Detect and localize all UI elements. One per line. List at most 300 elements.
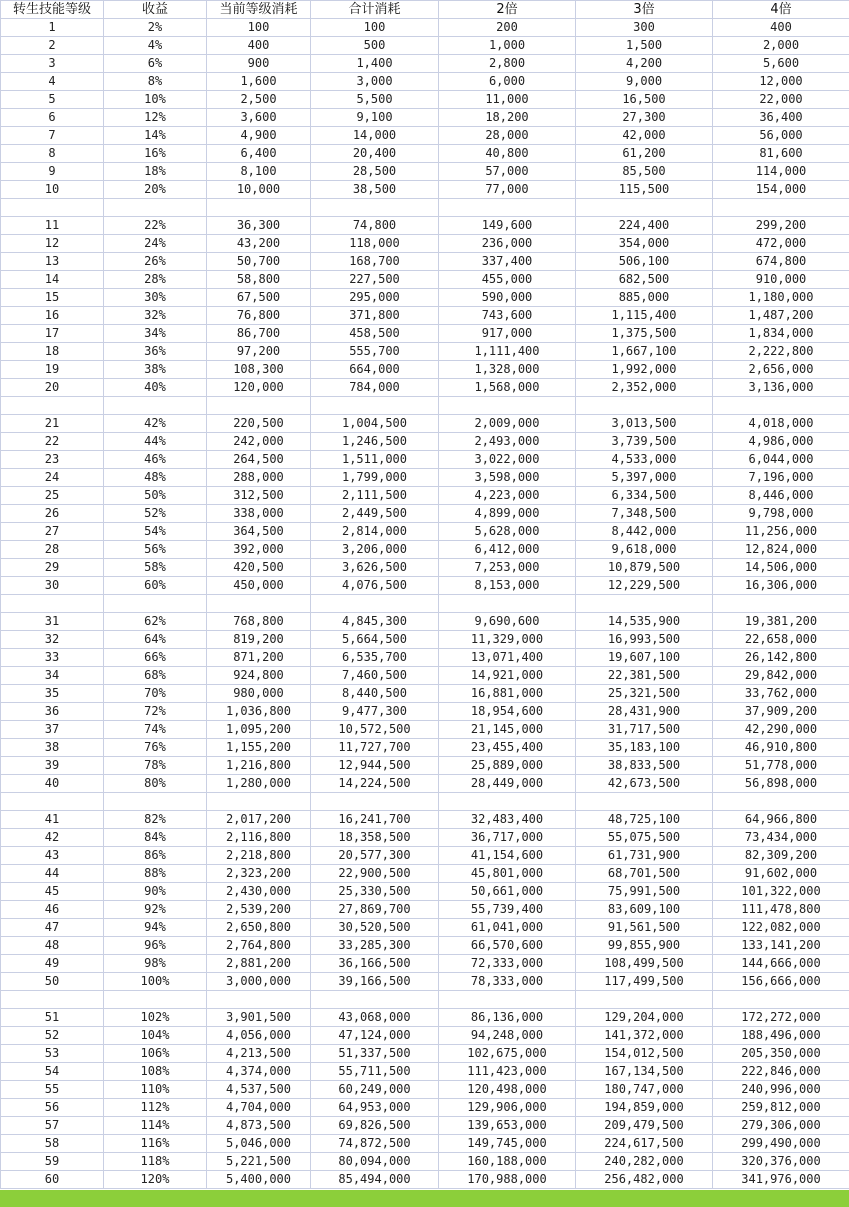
cell-2x: 337,400 xyxy=(439,253,576,271)
spacer-row xyxy=(1,991,849,1009)
cell-2x: 28,000 xyxy=(439,127,576,145)
cell-gain: 26% xyxy=(104,253,207,271)
cell-2x: 111,423,000 xyxy=(439,1063,576,1081)
cell-4x: 674,800 xyxy=(713,253,849,271)
cell-level: 23 xyxy=(1,451,104,469)
cell-2x: 8,153,000 xyxy=(439,577,576,595)
cell-3x: 4,533,000 xyxy=(576,451,713,469)
cell-total-cost: 295,000 xyxy=(311,289,439,307)
cell-4x: 133,141,200 xyxy=(713,937,849,955)
cell-4x: 114,000 xyxy=(713,163,849,181)
cell-current-cost: 2,500 xyxy=(207,91,311,109)
table-row xyxy=(1,523,849,541)
cell-total-cost: 8,440,500 xyxy=(311,685,439,703)
empty-cell xyxy=(439,991,576,1009)
cell-4x: 111,478,800 xyxy=(713,901,849,919)
cell-total-cost: 1,246,500 xyxy=(311,433,439,451)
cell-3x: 224,400 xyxy=(576,217,713,235)
cell-total-cost: 3,626,500 xyxy=(311,559,439,577)
cell-4x: 156,666,000 xyxy=(713,973,849,991)
cell-3x: 68,701,500 xyxy=(576,865,713,883)
cell-current-cost: 4,873,500 xyxy=(207,1117,311,1135)
cell-level: 24 xyxy=(1,469,104,487)
cell-total-cost: 2,449,500 xyxy=(311,505,439,523)
cell-3x: 1,992,000 xyxy=(576,361,713,379)
header-level: 转生技能等级 xyxy=(1,1,104,19)
cell-2x: 57,000 xyxy=(439,163,576,181)
cell-current-cost: 2,764,800 xyxy=(207,937,311,955)
cell-gain: 32% xyxy=(104,307,207,325)
cell-3x: 38,833,500 xyxy=(576,757,713,775)
cell-3x: 682,500 xyxy=(576,271,713,289)
cell-2x: 86,136,000 xyxy=(439,1009,576,1027)
cell-gain: 84% xyxy=(104,829,207,847)
cell-3x: 9,000 xyxy=(576,73,713,91)
cell-3x: 31,717,500 xyxy=(576,721,713,739)
cell-level: 12 xyxy=(1,235,104,253)
table-row xyxy=(1,361,849,379)
cell-level: 9 xyxy=(1,163,104,181)
cell-current-cost: 2,017,200 xyxy=(207,811,311,829)
cell-3x: 55,075,500 xyxy=(576,829,713,847)
cell-level: 5 xyxy=(1,91,104,109)
cell-level: 39 xyxy=(1,757,104,775)
cell-4x: 2,222,800 xyxy=(713,343,849,361)
cell-gain: 62% xyxy=(104,613,207,631)
cell-4x: 1,834,000 xyxy=(713,325,849,343)
empty-cell xyxy=(311,991,439,1009)
cell-3x: 83,609,100 xyxy=(576,901,713,919)
cell-level: 50 xyxy=(1,973,104,991)
cell-gain: 30% xyxy=(104,289,207,307)
cell-level: 31 xyxy=(1,613,104,631)
cell-2x: 139,653,000 xyxy=(439,1117,576,1135)
cell-level: 2 xyxy=(1,37,104,55)
cell-current-cost: 1,280,000 xyxy=(207,775,311,793)
cell-level: 20 xyxy=(1,379,104,397)
cell-total-cost: 38,500 xyxy=(311,181,439,199)
cell-level: 56 xyxy=(1,1099,104,1117)
cell-4x: 320,376,000 xyxy=(713,1153,849,1171)
cell-3x: 9,618,000 xyxy=(576,541,713,559)
cell-3x: 117,499,500 xyxy=(576,973,713,991)
cell-gain: 114% xyxy=(104,1117,207,1135)
cell-3x: 354,000 xyxy=(576,235,713,253)
cell-2x: 61,041,000 xyxy=(439,919,576,937)
cell-level: 34 xyxy=(1,667,104,685)
cell-level: 47 xyxy=(1,919,104,937)
cell-current-cost: 2,650,800 xyxy=(207,919,311,937)
cell-level: 28 xyxy=(1,541,104,559)
table-row xyxy=(1,883,849,901)
cell-level: 27 xyxy=(1,523,104,541)
cell-3x: 2,352,000 xyxy=(576,379,713,397)
cell-3x: 42,673,500 xyxy=(576,775,713,793)
cell-4x: 299,490,000 xyxy=(713,1135,849,1153)
cell-current-cost: 36,300 xyxy=(207,217,311,235)
table-row xyxy=(1,667,849,685)
cell-3x: 85,500 xyxy=(576,163,713,181)
cell-2x: 9,690,600 xyxy=(439,613,576,631)
table-row xyxy=(1,91,849,109)
cell-4x: 299,200 xyxy=(713,217,849,235)
cell-gain: 74% xyxy=(104,721,207,739)
table-row xyxy=(1,505,849,523)
empty-cell xyxy=(104,793,207,811)
empty-cell xyxy=(439,199,576,217)
cell-gain: 104% xyxy=(104,1027,207,1045)
cell-2x: 11,000 xyxy=(439,91,576,109)
cell-total-cost: 16,241,700 xyxy=(311,811,439,829)
cell-2x: 94,248,000 xyxy=(439,1027,576,1045)
cell-level: 53 xyxy=(1,1045,104,1063)
empty-cell xyxy=(311,793,439,811)
cell-gain: 58% xyxy=(104,559,207,577)
cell-4x: 46,910,800 xyxy=(713,739,849,757)
cell-level: 44 xyxy=(1,865,104,883)
cell-total-cost: 500 xyxy=(311,37,439,55)
cell-current-cost: 43,200 xyxy=(207,235,311,253)
cell-gain: 78% xyxy=(104,757,207,775)
table-row xyxy=(1,1117,849,1135)
cell-3x: 99,855,900 xyxy=(576,937,713,955)
cell-total-cost: 14,224,500 xyxy=(311,775,439,793)
cell-gain: 64% xyxy=(104,631,207,649)
cell-2x: 129,906,000 xyxy=(439,1099,576,1117)
cell-3x: 22,381,500 xyxy=(576,667,713,685)
header-4x: 4倍 xyxy=(713,1,849,19)
cell-current-cost: 4,900 xyxy=(207,127,311,145)
cell-3x: 180,747,000 xyxy=(576,1081,713,1099)
cell-gain: 118% xyxy=(104,1153,207,1171)
table-row xyxy=(1,325,849,343)
cell-current-cost: 900 xyxy=(207,55,311,73)
cell-2x: 170,988,000 xyxy=(439,1171,576,1189)
cell-3x: 14,535,900 xyxy=(576,613,713,631)
table-row xyxy=(1,811,849,829)
cell-current-cost: 3,000,000 xyxy=(207,973,311,991)
cell-4x: 82,309,200 xyxy=(713,847,849,865)
table-row xyxy=(1,415,849,433)
cell-gain: 82% xyxy=(104,811,207,829)
cell-total-cost: 60,249,000 xyxy=(311,1081,439,1099)
cell-gain: 86% xyxy=(104,847,207,865)
cell-total-cost: 30,520,500 xyxy=(311,919,439,937)
cell-gain: 22% xyxy=(104,217,207,235)
cell-4x: 11,256,000 xyxy=(713,523,849,541)
cell-4x: 9,798,000 xyxy=(713,505,849,523)
cell-3x: 506,100 xyxy=(576,253,713,271)
cell-current-cost: 4,537,500 xyxy=(207,1081,311,1099)
cell-gain: 68% xyxy=(104,667,207,685)
cell-level: 42 xyxy=(1,829,104,847)
cell-level: 26 xyxy=(1,505,104,523)
cell-4x: 56,000 xyxy=(713,127,849,145)
cell-2x: 66,570,600 xyxy=(439,937,576,955)
cell-current-cost: 264,500 xyxy=(207,451,311,469)
cell-gain: 10% xyxy=(104,91,207,109)
cell-level: 17 xyxy=(1,325,104,343)
cell-2x: 7,253,000 xyxy=(439,559,576,577)
cell-gain: 6% xyxy=(104,55,207,73)
cell-3x: 5,397,000 xyxy=(576,469,713,487)
cell-gain: 106% xyxy=(104,1045,207,1063)
cell-total-cost: 9,477,300 xyxy=(311,703,439,721)
cell-current-cost: 76,800 xyxy=(207,307,311,325)
cell-2x: 120,498,000 xyxy=(439,1081,576,1099)
cell-gain: 76% xyxy=(104,739,207,757)
cell-gain: 40% xyxy=(104,379,207,397)
cell-4x: 51,778,000 xyxy=(713,757,849,775)
cell-current-cost: 450,000 xyxy=(207,577,311,595)
cell-total-cost: 10,572,500 xyxy=(311,721,439,739)
cell-total-cost: 69,826,500 xyxy=(311,1117,439,1135)
table-row xyxy=(1,937,849,955)
cell-current-cost: 2,323,200 xyxy=(207,865,311,883)
cell-4x: 341,976,000 xyxy=(713,1171,849,1189)
cell-total-cost: 33,285,300 xyxy=(311,937,439,955)
cell-level: 36 xyxy=(1,703,104,721)
spacer-row xyxy=(1,595,849,613)
cell-gain: 112% xyxy=(104,1099,207,1117)
cell-gain: 38% xyxy=(104,361,207,379)
cell-2x: 18,954,600 xyxy=(439,703,576,721)
cell-level: 57 xyxy=(1,1117,104,1135)
cell-current-cost: 97,200 xyxy=(207,343,311,361)
cell-3x: 154,012,500 xyxy=(576,1045,713,1063)
cell-total-cost: 664,000 xyxy=(311,361,439,379)
cell-total-cost: 1,511,000 xyxy=(311,451,439,469)
cell-2x: 2,800 xyxy=(439,55,576,73)
cell-level: 6 xyxy=(1,109,104,127)
cell-4x: 16,306,000 xyxy=(713,577,849,595)
cell-gain: 94% xyxy=(104,919,207,937)
cell-total-cost: 227,500 xyxy=(311,271,439,289)
cell-3x: 19,607,100 xyxy=(576,649,713,667)
cell-4x: 1,487,200 xyxy=(713,307,849,325)
cell-4x: 6,044,000 xyxy=(713,451,849,469)
table-row xyxy=(1,217,849,235)
table-row xyxy=(1,1099,849,1117)
cell-gain: 52% xyxy=(104,505,207,523)
cell-current-cost: 312,500 xyxy=(207,487,311,505)
cell-3x: 16,993,500 xyxy=(576,631,713,649)
cell-level: 52 xyxy=(1,1027,104,1045)
cell-2x: 102,675,000 xyxy=(439,1045,576,1063)
cell-3x: 141,372,000 xyxy=(576,1027,713,1045)
cell-level: 30 xyxy=(1,577,104,595)
cell-gain: 46% xyxy=(104,451,207,469)
cell-2x: 14,921,000 xyxy=(439,667,576,685)
cell-level: 55 xyxy=(1,1081,104,1099)
table-row xyxy=(1,775,849,793)
cell-total-cost: 7,460,500 xyxy=(311,667,439,685)
header-2x: 2倍 xyxy=(439,1,576,19)
empty-cell xyxy=(104,991,207,1009)
cell-level: 13 xyxy=(1,253,104,271)
table-row xyxy=(1,901,849,919)
cell-2x: 3,022,000 xyxy=(439,451,576,469)
cell-4x: 7,196,000 xyxy=(713,469,849,487)
cell-4x: 22,658,000 xyxy=(713,631,849,649)
cell-2x: 1,000 xyxy=(439,37,576,55)
empty-cell xyxy=(713,991,849,1009)
cell-gain: 92% xyxy=(104,901,207,919)
cell-4x: 4,986,000 xyxy=(713,433,849,451)
table-row xyxy=(1,271,849,289)
cell-level: 58 xyxy=(1,1135,104,1153)
empty-cell xyxy=(713,199,849,217)
cell-total-cost: 555,700 xyxy=(311,343,439,361)
cell-4x: 2,656,000 xyxy=(713,361,849,379)
cell-2x: 40,800 xyxy=(439,145,576,163)
cell-current-cost: 420,500 xyxy=(207,559,311,577)
cell-current-cost: 86,700 xyxy=(207,325,311,343)
cell-level: 25 xyxy=(1,487,104,505)
cell-4x: 122,082,000 xyxy=(713,919,849,937)
cell-2x: 236,000 xyxy=(439,235,576,253)
cell-2x: 50,661,000 xyxy=(439,883,576,901)
empty-cell xyxy=(713,397,849,415)
cell-4x: 14,506,000 xyxy=(713,559,849,577)
cell-gain: 110% xyxy=(104,1081,207,1099)
cell-total-cost: 9,100 xyxy=(311,109,439,127)
cell-2x: 13,071,400 xyxy=(439,649,576,667)
cell-3x: 7,348,500 xyxy=(576,505,713,523)
cell-current-cost: 980,000 xyxy=(207,685,311,703)
cell-total-cost: 74,872,500 xyxy=(311,1135,439,1153)
cell-total-cost: 18,358,500 xyxy=(311,829,439,847)
cell-current-cost: 4,374,000 xyxy=(207,1063,311,1081)
cell-2x: 4,223,000 xyxy=(439,487,576,505)
cell-4x: 4,018,000 xyxy=(713,415,849,433)
cell-gain: 54% xyxy=(104,523,207,541)
cell-total-cost: 1,799,000 xyxy=(311,469,439,487)
cell-2x: 45,801,000 xyxy=(439,865,576,883)
table-row xyxy=(1,1171,849,1189)
table-row xyxy=(1,757,849,775)
empty-cell xyxy=(207,793,311,811)
table-row xyxy=(1,307,849,325)
table-row xyxy=(1,559,849,577)
cell-total-cost: 20,577,300 xyxy=(311,847,439,865)
cell-current-cost: 819,200 xyxy=(207,631,311,649)
table-body xyxy=(1,19,849,1189)
cell-3x: 16,500 xyxy=(576,91,713,109)
cell-2x: 2,493,000 xyxy=(439,433,576,451)
empty-cell xyxy=(104,199,207,217)
cell-level: 35 xyxy=(1,685,104,703)
cell-3x: 300 xyxy=(576,19,713,37)
empty-cell xyxy=(576,595,713,613)
cell-3x: 885,000 xyxy=(576,289,713,307)
cell-total-cost: 6,535,700 xyxy=(311,649,439,667)
cell-total-cost: 371,800 xyxy=(311,307,439,325)
table-row xyxy=(1,469,849,487)
cell-3x: 3,739,500 xyxy=(576,433,713,451)
empty-cell xyxy=(576,991,713,1009)
cell-level: 60 xyxy=(1,1171,104,1189)
cell-total-cost: 1,004,500 xyxy=(311,415,439,433)
cell-total-cost: 47,124,000 xyxy=(311,1027,439,1045)
table-row xyxy=(1,127,849,145)
cell-2x: 2,009,000 xyxy=(439,415,576,433)
cell-3x: 8,442,000 xyxy=(576,523,713,541)
table-row xyxy=(1,1027,849,1045)
table-row xyxy=(1,613,849,631)
cell-3x: 1,500 xyxy=(576,37,713,55)
cell-4x: 144,666,000 xyxy=(713,955,849,973)
cell-2x: 6,412,000 xyxy=(439,541,576,559)
empty-cell xyxy=(1,793,104,811)
cell-level: 21 xyxy=(1,415,104,433)
empty-cell xyxy=(713,595,849,613)
cell-3x: 4,200 xyxy=(576,55,713,73)
cell-current-cost: 10,000 xyxy=(207,181,311,199)
cell-current-cost: 2,539,200 xyxy=(207,901,311,919)
cell-level: 46 xyxy=(1,901,104,919)
cell-level: 43 xyxy=(1,847,104,865)
cell-total-cost: 39,166,500 xyxy=(311,973,439,991)
cell-2x: 3,598,000 xyxy=(439,469,576,487)
cell-level: 16 xyxy=(1,307,104,325)
cell-2x: 55,739,400 xyxy=(439,901,576,919)
cell-total-cost: 458,500 xyxy=(311,325,439,343)
cell-4x: 188,496,000 xyxy=(713,1027,849,1045)
cell-4x: 172,272,000 xyxy=(713,1009,849,1027)
table-row xyxy=(1,541,849,559)
cell-3x: 108,499,500 xyxy=(576,955,713,973)
cell-total-cost: 1,400 xyxy=(311,55,439,73)
cell-3x: 27,300 xyxy=(576,109,713,127)
cell-total-cost: 4,076,500 xyxy=(311,577,439,595)
table-row xyxy=(1,739,849,757)
cell-4x: 56,898,000 xyxy=(713,775,849,793)
cell-gain: 70% xyxy=(104,685,207,703)
empty-cell xyxy=(207,199,311,217)
cell-current-cost: 100 xyxy=(207,19,311,37)
cell-3x: 224,617,500 xyxy=(576,1135,713,1153)
cell-level: 7 xyxy=(1,127,104,145)
cell-level: 22 xyxy=(1,433,104,451)
cell-gain: 36% xyxy=(104,343,207,361)
table-row xyxy=(1,631,849,649)
empty-cell xyxy=(104,595,207,613)
cell-current-cost: 288,000 xyxy=(207,469,311,487)
cell-2x: 25,889,000 xyxy=(439,757,576,775)
cell-current-cost: 8,100 xyxy=(207,163,311,181)
cell-total-cost: 5,500 xyxy=(311,91,439,109)
cell-4x: 8,446,000 xyxy=(713,487,849,505)
cell-total-cost: 43,068,000 xyxy=(311,1009,439,1027)
cell-4x: 1,180,000 xyxy=(713,289,849,307)
cell-gain: 66% xyxy=(104,649,207,667)
cell-4x: 279,306,000 xyxy=(713,1117,849,1135)
cell-gain: 96% xyxy=(104,937,207,955)
cell-level: 33 xyxy=(1,649,104,667)
cell-current-cost: 5,046,000 xyxy=(207,1135,311,1153)
cell-level: 59 xyxy=(1,1153,104,1171)
cell-2x: 72,333,000 xyxy=(439,955,576,973)
cell-total-cost: 784,000 xyxy=(311,379,439,397)
cell-4x: 29,842,000 xyxy=(713,667,849,685)
cell-4x: 240,996,000 xyxy=(713,1081,849,1099)
header-gain: 收益 xyxy=(104,1,207,19)
cell-4x: 91,602,000 xyxy=(713,865,849,883)
header-current-cost: 当前等级消耗 xyxy=(207,1,311,19)
cell-current-cost: 364,500 xyxy=(207,523,311,541)
cell-current-cost: 5,221,500 xyxy=(207,1153,311,1171)
